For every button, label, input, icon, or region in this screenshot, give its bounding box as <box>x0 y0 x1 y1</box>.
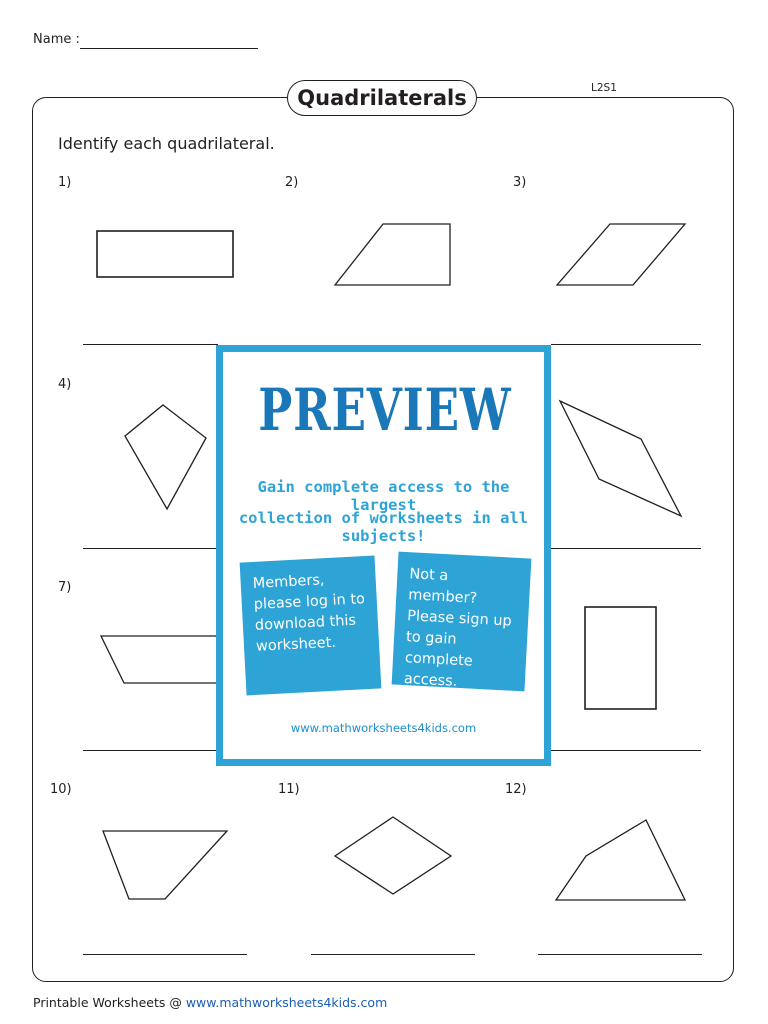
answer-line[interactable] <box>311 954 475 955</box>
problem-number: 3) <box>513 175 527 190</box>
preview-overlay <box>216 345 551 766</box>
shape-3-parallelogram <box>557 224 685 285</box>
answer-line[interactable] <box>551 548 701 549</box>
problem-number: 10) <box>50 782 72 797</box>
shape-10-trapezoid <box>103 831 227 899</box>
shape-9-rectangle <box>585 607 656 709</box>
shape-12-quadrilateral <box>556 820 685 900</box>
worksheet-code: L2S1 <box>591 82 617 94</box>
members-login-card[interactable]: Members, please log in to download this worksheet. <box>240 556 382 696</box>
problem-number: 11) <box>278 782 300 797</box>
answer-line[interactable] <box>83 548 218 549</box>
shape-11-rhombus <box>335 817 451 894</box>
answer-line[interactable] <box>538 954 702 955</box>
problem-number: 2) <box>285 175 299 190</box>
worksheet-title: Quadrilaterals <box>287 80 477 116</box>
answer-line[interactable] <box>551 750 701 751</box>
answer-line[interactable] <box>83 750 218 751</box>
signup-card[interactable]: Not a member? Please sign up to gain complete access. <box>392 552 532 692</box>
name-label: Name : <box>33 32 80 47</box>
preview-site-link[interactable]: www.mathworksheets4kids.com <box>290 721 477 735</box>
shape-6-parallelogram <box>560 401 681 516</box>
footer <box>33 995 387 1010</box>
instructions: Identify each quadrilateral. <box>58 134 275 153</box>
shape-1-rectangle <box>97 231 233 277</box>
footer-label: Printable Worksheets @ <box>33 995 182 1010</box>
answer-line[interactable] <box>83 954 247 955</box>
preview-title: PREVIEW <box>258 376 512 444</box>
shape-4-kite <box>125 405 206 509</box>
problem-number: 1) <box>58 175 72 190</box>
answer-line[interactable] <box>83 344 218 345</box>
problem-number: 12) <box>505 782 527 797</box>
answer-line[interactable] <box>551 344 701 345</box>
problem-number: 4) <box>58 377 72 392</box>
preview-promo-line: collection of worksheets in all subjects! <box>238 509 529 545</box>
footer-link[interactable]: www.mathworksheets4kids.com <box>185 995 388 1010</box>
problem-number: 7) <box>58 580 72 595</box>
preview-promo-line: Gain complete access to the largest <box>257 478 510 514</box>
shape-2-trapezoid <box>335 224 450 285</box>
